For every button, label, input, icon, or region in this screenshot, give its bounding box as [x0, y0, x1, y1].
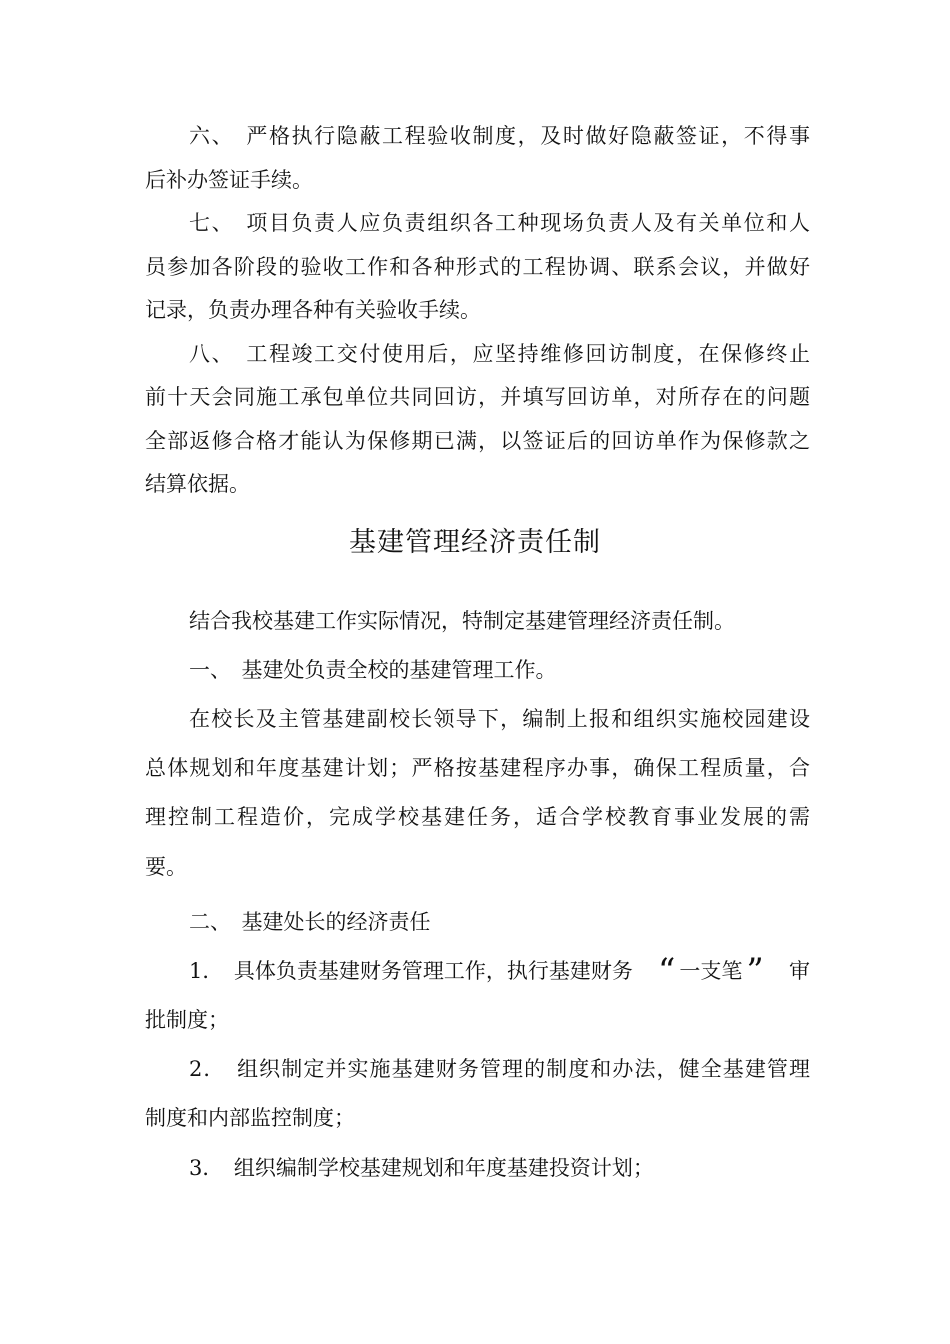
item-8-line-3: 全部返修合格才能认为保修期已满，以签证后的回访单作为保修款之 [145, 429, 810, 453]
part-2-item-1-line-2: 批制度； [145, 1008, 229, 1032]
item-8-line-2: 前十天会同施工承包单位共同回访，并填写回访单，对所存在的问题 [145, 385, 810, 409]
part-2-item-2-line-1: 2． 组织制定并实施基建财务管理的制度和办法，健全基建管理 [189, 1057, 810, 1081]
item-1-suffix: 审 [788, 959, 810, 983]
item-8-line-1: 八、 工程竣工交付使用后，应坚持维修回访制度，在保修终止 [189, 342, 810, 366]
item-6-line-2: 后补办签证手续。 [145, 168, 313, 192]
part-2-item-3-line-1: 3． 组织编制学校基建规划和年度基建投资计划； [189, 1156, 654, 1180]
intro-paragraph: 结合我校基建工作实际情况，特制定基建管理经济责任制。 [189, 609, 735, 633]
item-1-prefix: 1． 具体负责基建财务管理工作，执行基建财务 [189, 959, 633, 983]
section-title: 基建管理经济责任制 [349, 527, 601, 558]
close-quote-mark: ” [746, 951, 764, 991]
part-2-item-1-line-1 [189, 951, 810, 991]
part-1-para-line-1: 在校长及主管基建副校长领导下，编制上报和组织实施校园建设 [189, 707, 810, 731]
item-8-line-4: 结算依据。 [145, 472, 250, 496]
item-1-quote-group [658, 951, 764, 991]
part-2-item-2-line-2: 制度和内部监控制度； [145, 1106, 355, 1130]
item-7-line-3: 记录，负责办理各种有关验收手续。 [145, 298, 481, 322]
part-1-para-line-4: 要。 [145, 855, 187, 879]
item-7-line-1: 七、 项目负责人应负责组织各工种现场负责人及有关单位和人 [189, 211, 810, 235]
item-1-quoted-text: 一支笔 [679, 959, 743, 983]
part-1-para-line-2: 总体规划和年度基建计划；严格按基建程序办事，确保工程质量，合 [145, 756, 810, 780]
item-7-line-2: 员参加各阶段的验收工作和各种形式的工程协调、联系会议，并做好 [145, 255, 810, 279]
part-2-heading: 二、 基建处长的经济责任 [189, 910, 431, 934]
open-quote-mark: “ [658, 951, 676, 991]
part-1-para-line-3: 理控制工程造价，完成学校基建任务，适合学校教育事业发展的需 [145, 805, 810, 829]
item-6-line-1: 六、 严格执行隐蔽工程验收制度，及时做好隐蔽签证，不得事 [189, 124, 810, 148]
part-1-heading: 一、 基建处负责全校的基建管理工作。 [189, 658, 557, 682]
